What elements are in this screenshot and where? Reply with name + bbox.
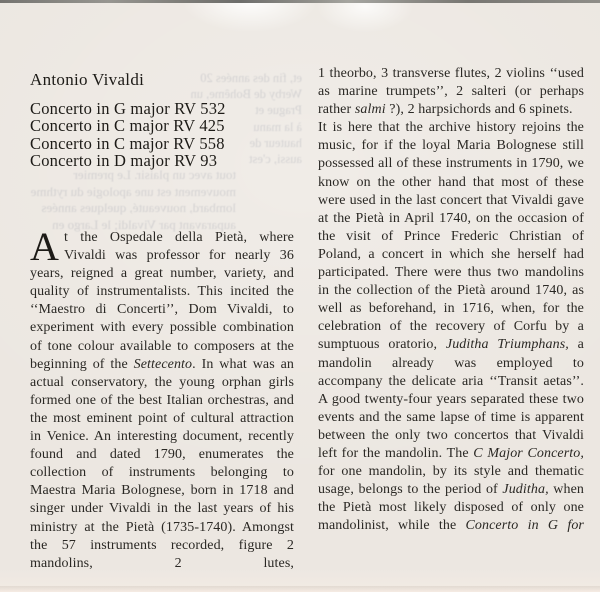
italic-text-run: Settecento [133, 356, 193, 372]
italic-text-run: Concerto in G for [465, 518, 584, 534]
text-run: when the Pietà most likely disposed of only one mandolinist, while the [318, 482, 584, 534]
header [30, 70, 226, 170]
work-title: Concerto in D major RV 93 [30, 151, 218, 171]
bleedthrough-line: lombard, nouveauté, quelques années [41, 200, 236, 215]
text-run: a mandolin already was employed to accompany the delicate aria ‘‘Transit aetas’’. A good twenty-four years separated these two events and the same lapse of time is apparent between the only two concertos that Vivaldi left for the mandolin. The [318, 337, 584, 461]
scan-top-edge [0, 0, 600, 3]
work-title: Concerto in G major RV 532 [30, 99, 226, 118]
text-run: 1 theorbo, 3 transverse flutes, 2 violins ‘‘used as marine trumpets’’, 2 salteri (or perhaps rather [318, 66, 584, 118]
text-run: for one mandolin, by its style and thematic usage, belongs to the period of [318, 464, 584, 498]
bleedthrough-line: Werby de Bohême, un [190, 87, 302, 102]
work-list [30, 100, 226, 170]
bleedthrough-line: mouvement est une apologie du rythme [30, 183, 236, 199]
bleedthrough-line: tout avec un plaisir. Le premier [73, 167, 236, 182]
bleedthrough-line: Prague et [255, 103, 302, 118]
bleedthrough-text-below-list [28, 167, 236, 233]
text-run: t the Ospedale della Pietà, where Vivaldi was professor for nearly 36 years, reigned a great number, variety, and quality of instrumentalists. This incited the ‘‘Maestro di Concerti’’, Dom Vivaldi, to experiment with every possible combination of tone colour available to composers at the beginning of the [30, 230, 294, 372]
italic-text-run: salmi [354, 102, 386, 118]
text-run: . In what was an actual conservatory, the young orphan girls formed one of the best Italian orchestras, and the most eminent point of cultural attraction in Venice. An interesting document, recently found and dated 1790, enumerates the collection of instruments belonging to Maestra Maria Bolognese, born in 1718 and singer under Vivaldi in the last years of his ministry at the Pietà (1735-1740). Amongst the 57 instruments recorded, figure 2 mandolins, 2 lutes, [30, 356, 294, 571]
italic-text-run: Juditha, [502, 482, 549, 498]
right-column [318, 65, 584, 535]
text-run: ?), 2 harpsichords and 6 spinets. [385, 102, 573, 118]
scan-bottom-edge [0, 586, 600, 592]
paragraph-instruments [318, 65, 584, 119]
italic-text-run: C Major Concerto, [473, 445, 584, 461]
bleedthrough-line: et, fin des années 20 [200, 71, 302, 85]
text-run: It is here that the archive history rejoins the music, for if the loyal Maria Bolognese still possessed all of these instruments in 1790, we know on the other hand that most of these were used in the last concert that Vivaldi gave at the Pietà in April 1740, on the occasion of the visit of Prince Frederic Christian of Poland, a concert in which she herself had participated. There were thus two mandolins in the collection of the Pietà around 1740, as well as beforehand, in 1716, when, for the celebration of the recovery of Corfu by a sumptuous oratorio, [318, 120, 584, 353]
work-title: Concerto in C major RV 558 [30, 133, 225, 153]
bleedthrough-line: aussi, c'est [249, 152, 302, 167]
composer-name: Antonio Vivaldi [30, 70, 145, 89]
work-title: Concerto in C major RV 425 [30, 116, 225, 136]
italic-text-run: Juditha Triumphans, [445, 337, 569, 353]
bleedthrough-line: auparavant par Vivaldi; le Largo en [52, 216, 236, 232]
bleedthrough-line: hauteur de [249, 135, 302, 150]
paragraph-archive-history [318, 119, 584, 535]
drop-cap: A [30, 224, 59, 269]
bleedthrough-line: à la manu [253, 119, 302, 134]
